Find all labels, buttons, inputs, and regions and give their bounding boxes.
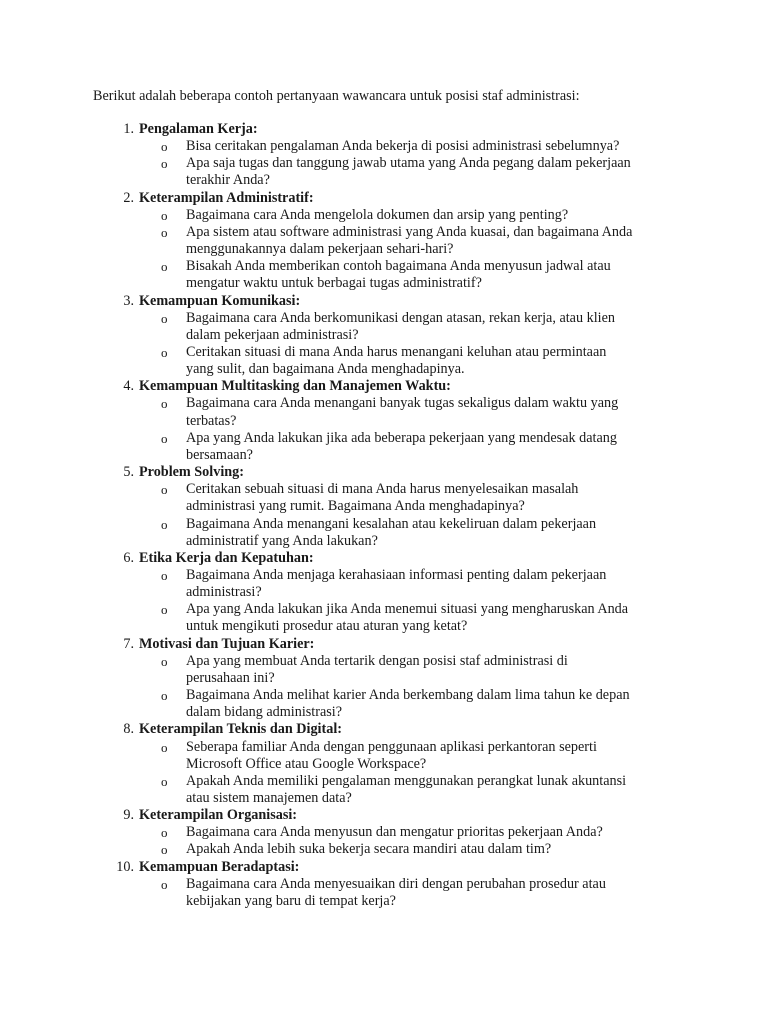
question-section: [0, 807, 768, 858]
circle-bullet-icon: o: [161, 224, 168, 240]
question-text: Ceritakan situasi di mana Anda harus menangani keluhan atau permintaan yang sulit, dan bagaimana Anda menghadapinya.: [186, 343, 607, 378]
section-title: Keterampilan Teknis dan Digital:: [139, 721, 342, 738]
question-text: Bagaimana Anda menangani kesalahan atau kekeliruan dalam pekerjaan administratif yang Anda lakukan?: [186, 515, 597, 549]
section-number: 2.: [123, 189, 134, 206]
question-item: [0, 567, 768, 601]
question-item: [0, 773, 768, 807]
question-item: [0, 430, 768, 464]
circle-bullet-icon: o: [161, 516, 168, 532]
question-item: [0, 739, 768, 773]
question-item: [0, 138, 768, 155]
question-section: [0, 859, 768, 910]
question-text: Apa saja tugas dan tanggung jawab utama yang Anda pegang dalam pekerjaan terakhir Anda?: [186, 155, 631, 189]
question-text: Bagaimana cara Anda mengelola dokumen dan arsip yang penting?: [186, 206, 569, 223]
question-item: [0, 481, 768, 515]
circle-bullet-icon: o: [161, 156, 168, 172]
section-heading: [0, 859, 768, 876]
question-item: [0, 310, 768, 344]
circle-bullet-icon: o: [161, 482, 168, 498]
section-heading: [0, 550, 768, 567]
section-number: 8.: [123, 721, 134, 738]
circle-bullet-icon: o: [161, 207, 168, 223]
circle-bullet-icon: o: [161, 259, 168, 275]
question-section: [0, 190, 768, 293]
section-heading: [0, 293, 768, 310]
circle-bullet-icon: o: [161, 139, 168, 155]
question-item: [0, 395, 768, 429]
question-text: Apa yang membuat Anda tertarik dengan posisi staf administrasi di perusahaan ini?: [186, 652, 568, 686]
question-item: [0, 601, 768, 635]
question-text: Bagaimana cara Anda menyusun dan mengatur prioritas pekerjaan Anda?: [186, 824, 603, 841]
circle-bullet-icon: o: [161, 310, 168, 326]
question-item: [0, 653, 768, 687]
question-item: [0, 516, 768, 550]
section-number: 3.: [123, 292, 134, 309]
question-text: Bisa ceritakan pengalaman Anda bekerja di posisi administrasi sebelumnya?: [186, 138, 620, 155]
question-text: Bagaimana cara Anda menyesuaikan diri dengan perubahan prosedur atau kebijakan yang baru di tempat kerja?: [186, 875, 606, 909]
circle-bullet-icon: o: [161, 567, 168, 583]
circle-bullet-icon: o: [161, 430, 168, 446]
question-text: Bagaimana cara Anda menangani banyak tugas sekaligus dalam waktu yang terbatas?: [186, 395, 619, 429]
question-item: [0, 258, 768, 292]
section-heading: [0, 378, 768, 395]
question-item: [0, 841, 768, 858]
question-text: Apa sistem atau software administrasi yang Anda kuasai, dan bagaimana Anda menggunakannya dalam pekerjaan sehari-hari?: [186, 223, 633, 258]
question-item: [0, 687, 768, 721]
question-item: [0, 824, 768, 841]
section-title: Keterampilan Organisasi:: [139, 807, 298, 824]
section-title: Kemampuan Multitasking dan Manajemen Waktu:: [139, 378, 451, 395]
question-text: Bagaimana Anda menjaga kerahasiaan informasi penting dalam pekerjaan administrasi?: [186, 566, 607, 601]
question-section: [0, 378, 768, 464]
question-section: [0, 636, 768, 722]
question-text: Ceritakan sebuah situasi di mana Anda harus menyelesaikan masalah administrasi yang rumit. Bagaimana Anda menghadapinya?: [186, 481, 579, 515]
circle-bullet-icon: o: [161, 773, 168, 789]
intro-paragraph: Berikut adalah beberapa contoh pertanyaan wawancara untuk posisi staf administrasi:: [93, 88, 580, 104]
section-title: Kemampuan Beradaptasi:: [139, 858, 300, 875]
question-item: [0, 344, 768, 378]
section-number: 10.: [116, 858, 134, 875]
section-number: 7.: [123, 635, 134, 652]
circle-bullet-icon: o: [161, 602, 168, 618]
question-text: Apa yang Anda lakukan jika ada beberapa pekerjaan yang mendesak datang bersamaan?: [186, 429, 617, 463]
section-number: 1.: [123, 121, 134, 137]
circle-bullet-icon: o: [161, 876, 168, 892]
question-section: [0, 550, 768, 636]
question-text: Bagaimana Anda melihat karier Anda berkembang dalam lima tahun ke depan dalam bidang administrasi?: [186, 687, 630, 721]
section-title: Problem Solving:: [139, 464, 244, 481]
section-title: Kemampuan Komunikasi:: [139, 292, 301, 309]
circle-bullet-icon: o: [161, 396, 168, 412]
question-item: [0, 207, 768, 224]
question-item: [0, 876, 768, 910]
question-section: [0, 721, 768, 807]
question-text: Apakah Anda memiliki pengalaman menggunakan perangkat lunak akuntansi atau sistem manajemen data?: [186, 772, 627, 806]
question-text: Bisakah Anda memberikan contoh bagaimana Anda menyusun jadwal atau mengatur waktu untuk berbagai tugas administratif?: [186, 258, 611, 292]
question-text: Apakah Anda lebih suka bekerja secara mandiri atau dalam tim?: [186, 841, 552, 858]
section-heading: [0, 807, 768, 824]
section-title: Etika Kerja dan Kepatuhan:: [139, 549, 314, 566]
circle-bullet-icon: o: [161, 344, 168, 360]
circle-bullet-icon: o: [161, 739, 168, 755]
question-text: Seberapa familiar Anda dengan penggunaan aplikasi perkantoran seperti Microsoft Office atau Google Workspace?: [186, 738, 597, 772]
section-title: Keterampilan Administratif:: [139, 189, 314, 206]
section-heading: [0, 464, 768, 481]
circle-bullet-icon: o: [161, 653, 168, 669]
section-heading: [0, 121, 768, 138]
circle-bullet-icon: o: [161, 842, 168, 858]
question-section: [0, 121, 768, 190]
question-section: [0, 464, 768, 550]
question-item: [0, 155, 768, 189]
circle-bullet-icon: o: [161, 825, 168, 841]
section-title: Motivasi dan Tujuan Karier:: [139, 635, 315, 652]
question-section: [0, 293, 768, 379]
circle-bullet-icon: o: [161, 688, 168, 704]
question-text: Bagaimana cara Anda berkomunikasi dengan atasan, rekan kerja, atau klien dalam pekerjaan administrasi?: [186, 309, 615, 343]
section-title: Pengalaman Kerja:: [139, 121, 258, 137]
section-number: 4.: [123, 378, 134, 395]
section-number: 6.: [123, 549, 134, 566]
section-number: 9.: [123, 807, 134, 824]
section-heading: [0, 190, 768, 207]
interview-question-list: [0, 121, 768, 910]
section-heading: [0, 721, 768, 738]
section-heading: [0, 636, 768, 653]
question-item: [0, 224, 768, 258]
question-text: Apa yang Anda lakukan jika Anda menemui situasi yang mengharuskan Anda untuk mengikuti prosedur atau aturan yang ketat?: [186, 601, 629, 635]
section-number: 5.: [123, 464, 134, 481]
